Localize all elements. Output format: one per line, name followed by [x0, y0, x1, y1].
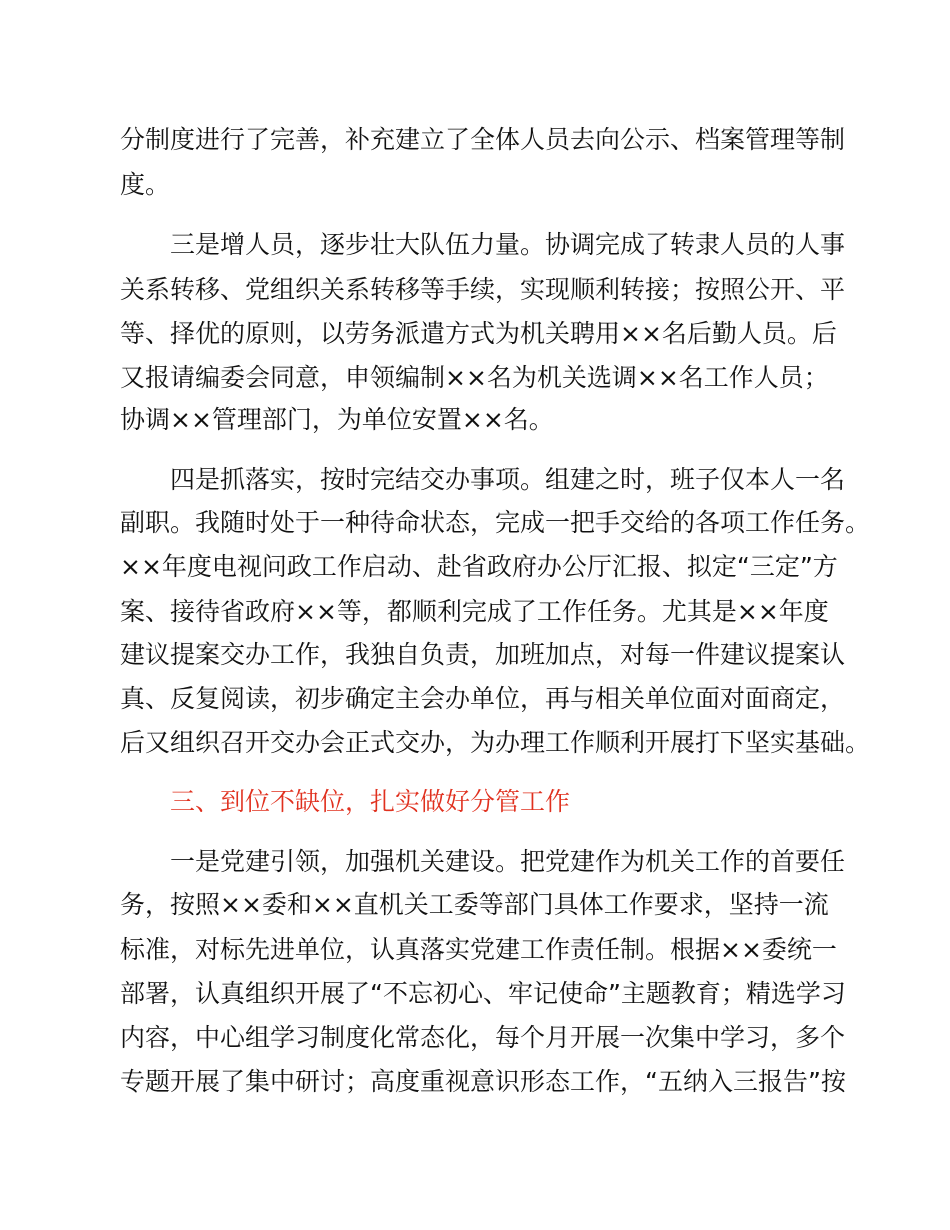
- body-line: 标准，对标先进单位，认真落实党建工作责任制。根据××委统一: [120, 935, 837, 964]
- body-line: 又报请编委会同意，申领编制××名为机关选调××名工作人员；: [120, 363, 829, 392]
- body-line: 关系转移、党组织关系转移等手续，实现顺利转接；按照公开、平: [120, 275, 846, 304]
- paragraph-first-line: 一是党建引领，加强机关建设。把党建作为机关工作的首要任: [170, 847, 846, 876]
- body-line: 后又组织召开交办会正式交办，为办理工作顺利开展打下坚实基础。: [120, 728, 871, 757]
- body-line: 专题开展了集中研讨；高度重视意识形态工作，“五纳入三报告”按: [120, 1067, 846, 1096]
- paragraph-first-line: 三是增人员，逐步壮大队伍力量。协调完成了转隶人员的人事: [170, 230, 846, 259]
- body-line: 真、反复阅读，初步确定主会办单位，再与相关单位面对面商定，: [120, 684, 846, 713]
- body-line: 建议提案交办工作，我独自负责，加班加点，对每一件建议提案认: [120, 640, 846, 669]
- body-line: 案、接待省政府××等，都顺利完成了工作任务。尤其是××年度: [120, 597, 829, 626]
- paragraph-first-line: 四是抓落实，按时完结交办事项。组建之时，班子仅本人一名: [170, 465, 846, 494]
- body-line: ××年度电视问政工作启动、赴省政府办公厅汇报、拟定“三定”方: [120, 552, 838, 581]
- body-line: 分制度进行了完善，补充建立了全体人员去向公示、档案管理等制: [120, 125, 846, 154]
- section-heading: 三、到位不缺位，扎实做好分管工作: [170, 787, 571, 816]
- body-line: 协调××管理部门，为单位安置××名。: [120, 405, 554, 434]
- body-line: 内容，中心组学习制度化常态化，每个月开展一次集中学习，多个: [120, 1023, 846, 1052]
- body-line: 副职。我随时处于一种待命状态，完成一把手交给的各项工作任务。: [120, 508, 871, 537]
- body-line: 务，按照××委和××直机关工委等部门具体工作要求，坚持一流: [120, 890, 829, 919]
- body-line: 部署，认真组织开展了“不忘初心、牢记使命”主题教育；精选学习: [120, 979, 846, 1008]
- body-line: 等、择优的原则，以劳务派遣方式为机关聘用××名后勤人员。后: [120, 319, 837, 348]
- body-line: 度。: [120, 170, 171, 199]
